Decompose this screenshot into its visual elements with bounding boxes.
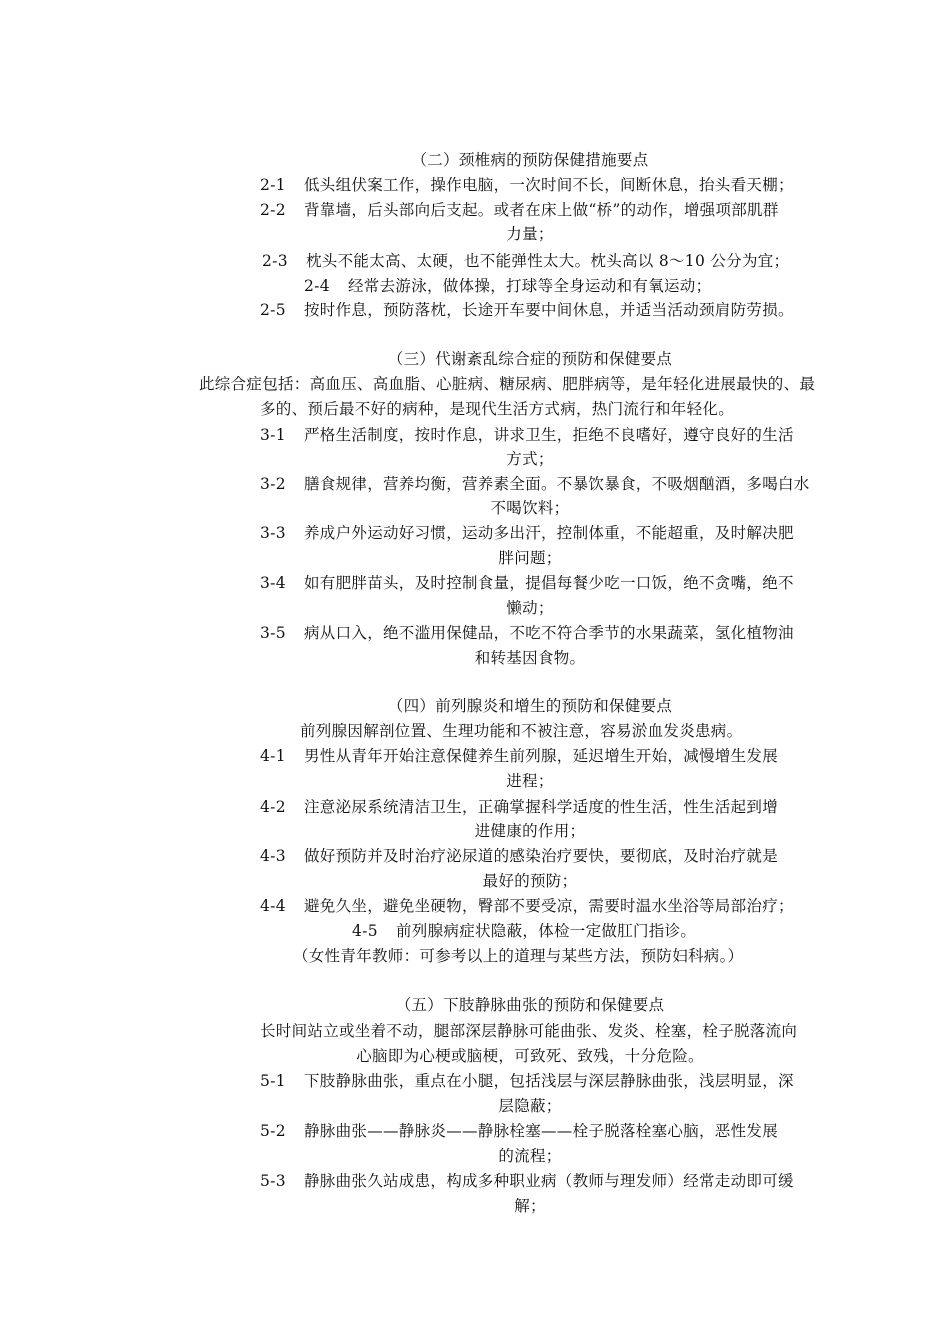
list-item-continuation: 解； xyxy=(514,1197,546,1215)
list-item-continuation: 懒动； xyxy=(506,599,554,617)
list-item: 3-1 严格生活制度，按时作息，讲求卫生，拒绝不良嗜好，遵守良好的生活 xyxy=(260,426,794,444)
section-intro: 前列腺因解剖位置、生理功能和不被注意，容易淤血发炎患病。 xyxy=(300,722,743,740)
list-item: 4-3 做好预防并及时治疗泌尿道的感染治疗要快，要彻底，及时治疗就是 xyxy=(260,847,779,865)
section-heading: （三）代谢紊乱综合症的预防和保健要点 xyxy=(387,350,673,368)
section-note: （女性青年教师：可参考以上的道理与某些方法，预防妇科病。） xyxy=(293,947,744,965)
list-item-continuation: 力量； xyxy=(506,225,554,243)
list-item: 5-1 下肢静脉曲张，重点在小腿，包括浅层与深层静脉曲张，浅层明显，深 xyxy=(260,1072,794,1090)
list-item: 2-5 按时作息，预防落枕，长途开车要中间休息，并适当活动颈肩防劳损。 xyxy=(260,301,794,319)
list-item-continuation: 进健康的作用； xyxy=(474,822,586,840)
list-item: 2-1 低头组伏案工作，操作电脑，一次时间不长，间断休息，抬头看天棚； xyxy=(260,176,794,194)
list-item: 3-2 膳食规律，营养均衡，营养素全面。不暴饮暴食，不吸烟酗酒，多喝白水 xyxy=(260,475,810,493)
list-item-continuation: 不喝饮料； xyxy=(490,499,570,517)
section-heading: （五）下肢静脉曲张的预防和保健要点 xyxy=(395,996,665,1014)
list-item: 4-4 避免久坐，避免坐硬物，臀部不要受凉，需要时温水坐浴等局部治疗； xyxy=(260,897,794,915)
section-intro: 心脑即为心梗或脑梗，可致死、致残，十分危险。 xyxy=(356,1047,704,1065)
section-intro: 此综合症包括：高血压、高血脂、心脏病、糖尿病、肥胖病等，是年轻化进展最快的、最 xyxy=(199,375,816,393)
list-item-continuation: 方式； xyxy=(506,450,554,468)
section-heading: （二）颈椎病的预防保健措施要点 xyxy=(411,151,649,169)
list-item: 4-5 前列腺病症状隐蔽，体检一定做肛门指诊。 xyxy=(352,922,697,940)
list-item-continuation: 和转基因食物。 xyxy=(474,649,586,667)
list-item-continuation: 的流程； xyxy=(498,1147,562,1165)
list-item: 3-3 养成户外运动好习惯，运动多出汗，控制体重，不能超重，及时解决肥 xyxy=(260,524,794,542)
section-intro: 长时间站立或坐着不动，腿部深层静脉可能曲张、发炎、栓塞，栓子脱落流向 xyxy=(260,1022,798,1040)
list-item: 2-2 背靠墙，后头部向后支起。或者在床上做“桥”的动作，增强项部肌群 xyxy=(260,201,779,219)
list-item: 4-1 男性从青年开始注意保健养生前列腺，延迟增生开始，减慢增生发展 xyxy=(260,747,779,765)
list-item: 2-4 经常去游泳，做体操，打球等全身运动和有氧运动； xyxy=(304,277,712,295)
list-item-continuation: 最好的预防； xyxy=(482,872,578,890)
list-item: 5-2 静脉曲张——静脉炎——静脉栓塞——栓子脱落栓塞心脑，恶性发展 xyxy=(260,1122,779,1140)
list-item: 4-2 注意泌尿系统清洁卫生，正确掌握科学适度的性生活，性生活起到增 xyxy=(260,798,779,816)
list-item-continuation: 胖问题； xyxy=(498,549,562,567)
list-item: 3-5 病从口入，绝不滥用保健品，不吃不符合季节的水果蔬菜，氢化植物油 xyxy=(260,624,794,642)
section-heading: （四）前列腺炎和增生的预防和保健要点 xyxy=(387,697,673,715)
list-item: 3-4 如有肥胖苗头，及时控制食量，提倡每餐少吃一口饭，绝不贪嘴，绝不 xyxy=(260,574,794,592)
section-intro: 多的、预后最不好的病种，是现代生活方式病，热门流行和年轻化。 xyxy=(260,400,735,418)
list-item-continuation: 进程； xyxy=(506,772,554,790)
list-item: 2-3 枕头不能太高、太硬，也不能弹性太大。枕头高以 8～10 公分为宜； xyxy=(262,252,790,270)
list-item-continuation: 层隐蔽； xyxy=(498,1097,562,1115)
list-item: 5-3 静脉曲张久站成患，构成多种职业病（教师与理发师）经常走动即可缓 xyxy=(260,1172,794,1190)
